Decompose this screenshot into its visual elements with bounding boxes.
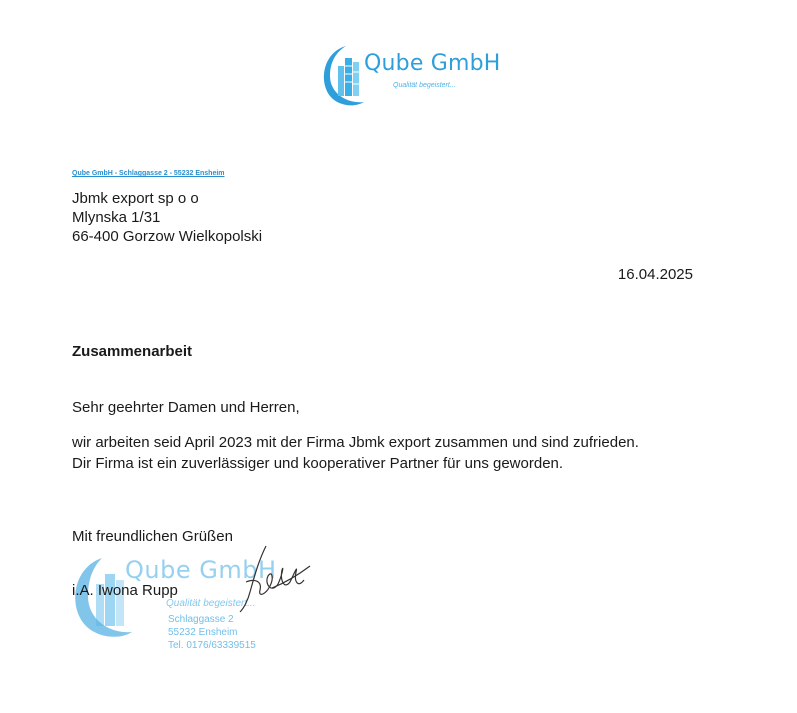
letter-date: 16.04.2025	[617, 266, 693, 283]
logo-tagline: Qualität begeistert...	[393, 82, 456, 89]
recipient-street: Mlynska 1/31	[72, 209, 161, 226]
sender-return-line: Qube GmbH - Schlaggasse 2 - 55232 Ensheim	[72, 170, 225, 177]
closing: Mit freundlichen Grüßen	[72, 528, 233, 545]
signer-name: i.A. Iwona Rupp	[72, 582, 178, 599]
stamp-tagline: Qualität begeistert...	[166, 598, 256, 609]
recipient-name: Jbmk export sp o o	[72, 190, 199, 207]
letter-subject: Zusammenarbeit	[72, 343, 193, 360]
logo-company-name: Qube GmbH	[364, 51, 501, 76]
stamp-company-name: Qube GmbH	[125, 556, 277, 584]
stamp-city: 55232 Ensheim	[168, 627, 238, 638]
stamp-street: Schlaggasse 2	[168, 614, 234, 625]
signature-scribble-icon	[232, 542, 312, 614]
handwritten-signature	[232, 542, 312, 614]
stamp-phone: Tel. 0176/63339515	[168, 640, 256, 651]
body-line-1: wir arbeiten seid April 2023 mit der Firma Jbmk export zusammen und sind zufrieden.	[72, 434, 639, 451]
salutation: Sehr geehrter Damen und Herren,	[72, 399, 300, 416]
body-line-2: Dir Firma ist ein zuverlässiger und kooperativer Partner für uns geworden.	[72, 455, 564, 472]
recipient-city: 66-400 Gorzow Wielkopolski	[72, 228, 263, 245]
